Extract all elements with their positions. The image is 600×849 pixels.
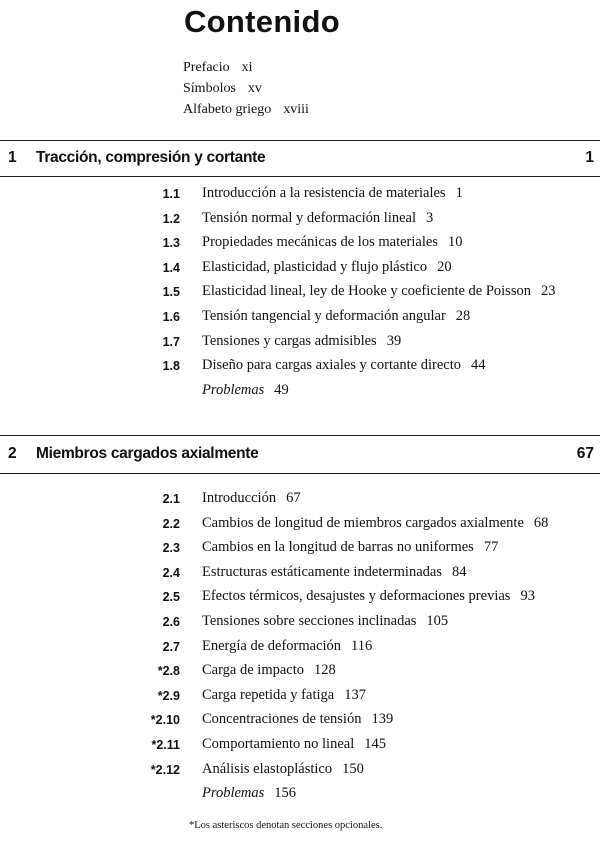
footnote: *Los asteriscos denotan secciones opcionales. <box>189 820 383 831</box>
problems-label: Problemas <box>202 785 265 802</box>
front-matter-list <box>183 57 309 120</box>
section-title: Carga de impacto <box>202 662 305 679</box>
toc-entry[interactable] <box>0 333 600 358</box>
section-number: 1.7 <box>162 334 180 349</box>
section-title: Cambios en la longitud de barras no uniformes <box>202 539 474 556</box>
section-title: Tensión normal y deformación lineal <box>202 209 417 226</box>
section-number: 1.6 <box>162 309 180 324</box>
section-page: 10 <box>447 234 463 251</box>
front-matter-page: xi <box>241 60 253 75</box>
section-title: Análisis elastoplástico <box>202 760 333 777</box>
page-title: Contenido <box>184 4 340 39</box>
section-number: 2.2 <box>162 516 180 531</box>
section-title: Estructuras estáticamente indeterminadas <box>202 563 442 580</box>
section-number: 2.5 <box>162 590 180 605</box>
section-number: 2.3 <box>162 541 180 556</box>
section-title: Tensiones y cargas admisibles <box>202 332 377 349</box>
toc-entry[interactable] <box>0 283 600 308</box>
chapter-page: 1 <box>585 149 594 166</box>
section-number: *2.12 <box>150 762 180 777</box>
section-number: 2.7 <box>162 639 180 654</box>
front-matter-page: xv <box>247 81 262 96</box>
toc-entry[interactable] <box>0 711 600 736</box>
toc-entry[interactable] <box>0 515 600 540</box>
front-matter-item[interactable] <box>183 57 309 78</box>
section-title: Diseño para cargas axiales y cortante directo <box>202 357 462 374</box>
toc-entry[interactable] <box>0 687 600 712</box>
section-title: Propiedades mecánicas de los materiales <box>202 234 438 251</box>
front-matter-item[interactable] <box>183 78 309 99</box>
chapter-heading[interactable] <box>0 146 600 170</box>
section-number: 2.1 <box>162 492 180 506</box>
toc-entry[interactable] <box>0 490 600 515</box>
section-page: 23 <box>540 283 556 300</box>
section-page: 105 <box>426 612 449 629</box>
problems-page: 156 <box>274 785 297 802</box>
chapter-number: 2 <box>8 445 17 462</box>
toc-entry[interactable] <box>0 613 600 638</box>
section-page: 128 <box>314 662 336 679</box>
chapter-title: Tracción, compresión y cortante <box>36 149 266 166</box>
section-page: 20 <box>437 258 452 275</box>
toc-entry[interactable] <box>0 210 600 235</box>
section-number: *2.11 <box>151 737 180 752</box>
section-number: 2.4 <box>162 565 180 580</box>
problems-label: Problemas <box>202 381 265 398</box>
front-matter-label: Símbolos <box>183 81 236 96</box>
problems-page: 49 <box>274 381 289 398</box>
section-page: 39 <box>386 332 402 349</box>
section-number: *2.9 <box>157 688 180 703</box>
section-title: Tensiones sobre secciones inclinadas <box>202 612 417 629</box>
section-page: 145 <box>364 735 386 752</box>
chapter-divider <box>0 435 600 436</box>
section-page: 93 <box>520 588 535 605</box>
toc-entry[interactable] <box>0 638 600 663</box>
section-title: Elasticidad, plasticidad y flujo plástico <box>202 258 428 275</box>
section-number: *2.10 <box>150 713 180 728</box>
section-page: 137 <box>344 686 366 703</box>
section-title: Comportamiento no lineal <box>202 735 355 752</box>
toc-entry[interactable] <box>0 539 600 564</box>
section-title: Efectos térmicos, desajustes y deformaciones previas <box>202 588 511 605</box>
section-number: 1.5 <box>162 285 180 300</box>
section-number: 1.8 <box>162 359 180 374</box>
front-matter-page: xviii <box>283 102 309 117</box>
front-matter-label: Alfabeto griego <box>183 102 272 117</box>
section-page: 1 <box>455 185 463 201</box>
section-page: 77 <box>483 539 499 556</box>
chapter-divider <box>0 176 600 177</box>
toc-entry[interactable] <box>0 185 600 210</box>
section-page: 116 <box>351 637 373 654</box>
section-title: Introducción <box>202 490 277 506</box>
section-number: 1.1 <box>162 187 180 201</box>
toc-entry[interactable] <box>0 662 600 687</box>
chapter-divider <box>0 473 600 474</box>
toc-entry[interactable] <box>0 357 600 382</box>
front-matter-label: Prefacio <box>183 60 230 75</box>
section-title: Tensión tangencial y deformación angular <box>202 307 446 324</box>
toc-entry[interactable] <box>0 308 600 333</box>
section-number: *2.8 <box>157 664 180 679</box>
section-title: Carga repetida y fatiga <box>202 686 335 703</box>
chapter-title: Miembros cargados axialmente <box>36 445 259 462</box>
chapter-heading[interactable] <box>0 442 600 466</box>
section-title: Introducción a la resistencia de materiales <box>202 185 446 201</box>
section-number: 1.2 <box>162 211 180 226</box>
chapter-1-sections <box>0 185 600 404</box>
toc-entry[interactable] <box>0 761 600 786</box>
section-title: Concentraciones de tensión <box>202 711 362 728</box>
chapter-2-sections <box>0 490 600 807</box>
section-title: Energía de deformación <box>202 637 342 654</box>
section-number: 1.4 <box>162 260 180 275</box>
section-page: 68 <box>533 514 549 531</box>
toc-entry[interactable] <box>0 588 600 613</box>
section-page: 28 <box>455 307 471 324</box>
section-number: 2.6 <box>162 614 180 629</box>
front-matter-item[interactable] <box>183 99 309 120</box>
section-page: 139 <box>371 711 394 728</box>
problems-entry[interactable] <box>0 785 600 807</box>
toc-entry[interactable] <box>0 259 600 284</box>
chapter-number: 1 <box>8 149 17 166</box>
section-page: 44 <box>471 357 486 374</box>
section-page: 67 <box>286 490 301 506</box>
section-title: Elasticidad lineal, ley de Hooke y coeficiente de Poisson <box>202 283 531 300</box>
section-page: 150 <box>342 760 364 777</box>
problems-entry[interactable] <box>0 382 600 404</box>
chapter-divider <box>0 140 600 141</box>
toc-entry[interactable] <box>0 564 600 589</box>
toc-entry[interactable] <box>0 234 600 259</box>
chapter-page: 67 <box>576 445 594 462</box>
section-page: 84 <box>451 563 467 580</box>
toc-entry[interactable] <box>0 736 600 761</box>
section-title: Cambios de longitud de miembros cargados axialmente <box>202 514 524 531</box>
section-number: 1.3 <box>162 236 180 251</box>
section-page: 3 <box>426 209 434 226</box>
